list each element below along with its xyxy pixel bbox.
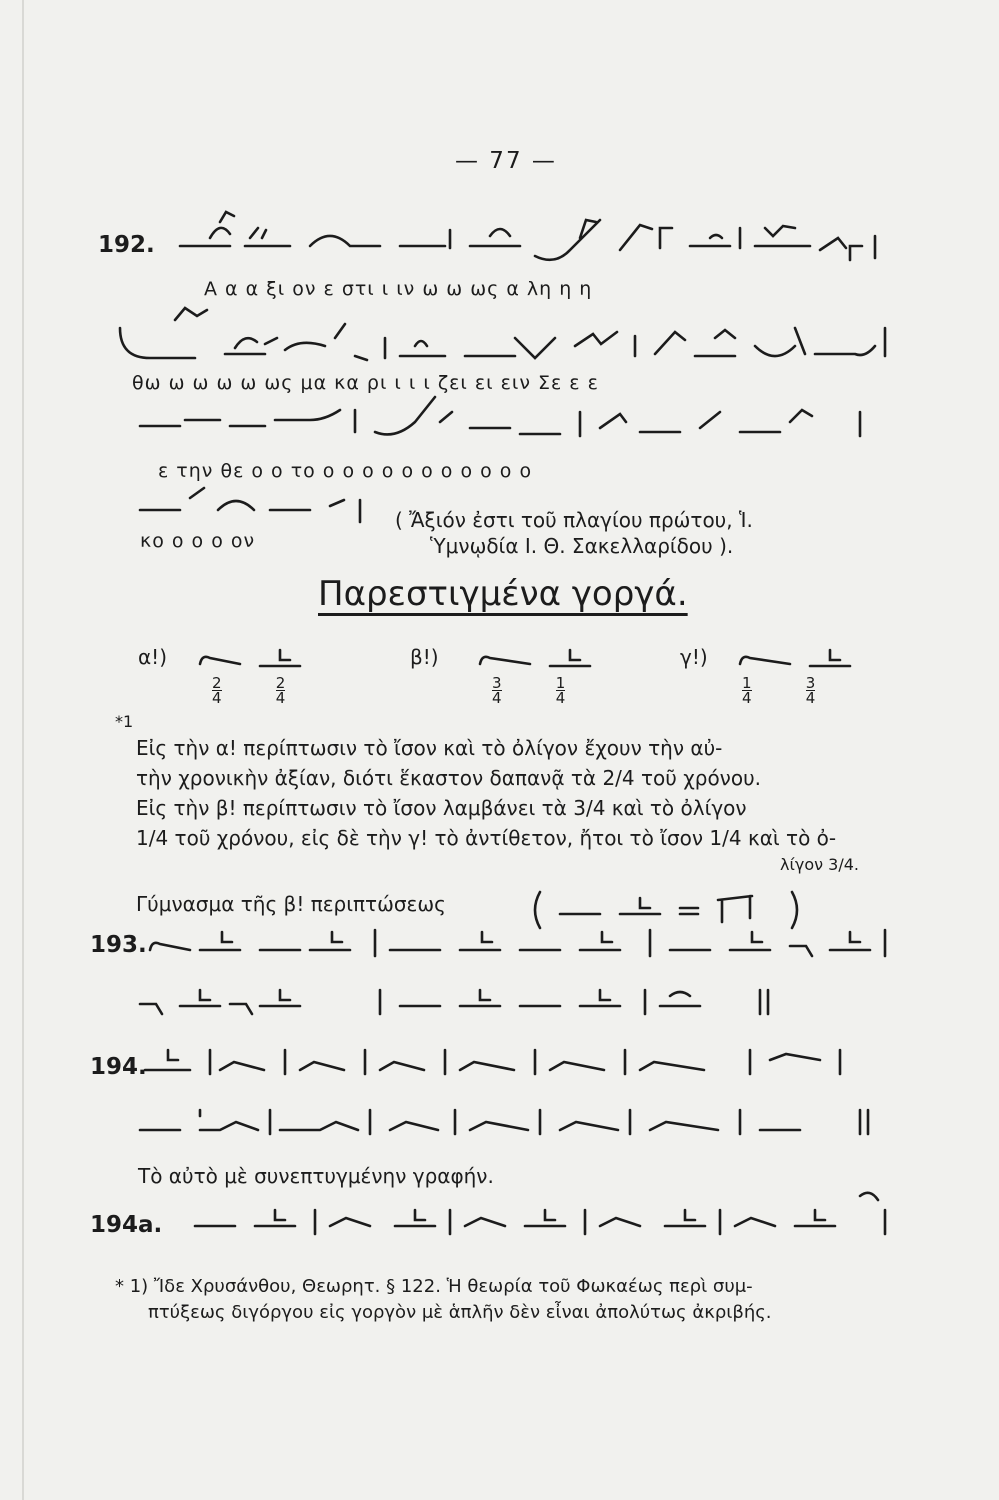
example-194a-neumes <box>195 1196 895 1252</box>
footnote-line2: πτύξεως διγόργου εἰς γοργὸν μὲ ἁπλῆν δὲν εἶναι ἀπολύτως ἀκριβής. <box>148 1302 772 1323</box>
example-192-neumes-line3 <box>140 392 880 462</box>
example-192-source-line2: Ὑμνῳδία Ι. Θ. Σακελλαρίδου ). <box>430 534 734 558</box>
example-192-syllables-line2: θω ω ω ω ω ως μα κα ρι ι ι ι ζει ει ειν Σε ε ε <box>132 372 599 394</box>
example-192-syllables-line3: ε την θε ο ο το ο ο ο ο ο ο ο ο ο ο ο <box>158 460 533 482</box>
explanation-line1: Εἰς τὴν α! περίπτωσιν τὸ ἴσον καὶ τὸ ὀλίγον ἔχουν τὴν αὐ- <box>136 736 723 760</box>
example-194-neumes <box>140 1030 900 1150</box>
case-a-frac2-num: 2 <box>275 674 286 692</box>
same-in-contracted-notation: Τὸ αὐτὸ μὲ συνεπτυγμένην γραφήν. <box>138 1164 494 1188</box>
example-193-neumes <box>140 920 900 1030</box>
case-b-fractions <box>492 676 565 705</box>
case-b-label: β!) <box>410 645 439 669</box>
case-c-frac2-num: 3 <box>805 674 816 692</box>
example-192-source-line1: ( Ἄξιόν ἐστι τοῦ πλαγίου πρώτου, Ἱ. <box>395 508 753 532</box>
case-c-fractions <box>742 676 815 705</box>
case-c-frac1-num: 1 <box>742 674 752 692</box>
page-fold-line <box>22 0 24 1500</box>
example-192-syllables-line4: κο ο ο ο ον <box>140 530 256 552</box>
footnote-line1: * 1) Ἴδε Χρυσάνθου, Θεωρητ. § 122. Ἡ θεωρία τοῦ Φωκαέως περὶ συμ- <box>115 1276 753 1297</box>
explanation-line5: λίγον 3/4. <box>780 855 859 874</box>
case-c-frac2-den: 4 <box>805 689 816 707</box>
section-title: Παρεστιγμένα γοργά. <box>318 574 688 614</box>
case-b-frac1-den: 4 <box>492 689 502 707</box>
example-194-number: 194. <box>90 1054 147 1080</box>
case-a-fractions <box>212 676 285 705</box>
case-a-frac1-num: 2 <box>212 674 222 692</box>
case-neumes <box>190 640 890 676</box>
example-192-neumes-line1 <box>150 198 890 278</box>
case-a-frac2-den: 4 <box>275 689 286 707</box>
case-b-frac2-num: 1 <box>555 674 566 692</box>
explanation-line4: 1/4 τοῦ χρόνου, εἰς δὲ τὴν γ! τὸ ἀντίθετον, ἤτοι τὸ ἴσον 1/4 καὶ τὸ ὀ- <box>136 826 837 850</box>
example-194a-number: 194a. <box>90 1212 163 1238</box>
example-193-number: 193. <box>90 932 147 958</box>
case-b-frac1-num: 3 <box>492 674 502 692</box>
page-number: — 77 — <box>455 148 557 174</box>
case-b-frac2-den: 4 <box>555 689 566 707</box>
example-192-number: 192. <box>98 232 155 258</box>
case-a-label: α!) <box>138 645 168 669</box>
footnote-marker: *1 <box>115 712 134 731</box>
explanation-line3: Εἰς τὴν β! περίπτωσιν τὸ ἴσον λαμβάνει τὰ 3/4 καὶ τὸ ὀλίγον <box>136 796 747 820</box>
case-c-label: γ!) <box>680 645 708 669</box>
case-a-frac1-den: 4 <box>212 689 222 707</box>
example-192-syllables-line1: Α α α ξι ον ε στι ι ιν ω ω ως α λη η η <box>204 278 593 300</box>
explanation-line2: τὴν χρονικὴν ἀξίαν, διότι ἕκαστον δαπανᾷ τὰ 2/4 τοῦ χρόνου. <box>136 766 762 790</box>
example-192-neumes-line2 <box>115 298 895 378</box>
exercise-label: Γύμνασμα τῆς β! περιπτώσεως <box>136 892 446 916</box>
case-c-frac1-den: 4 <box>742 689 752 707</box>
